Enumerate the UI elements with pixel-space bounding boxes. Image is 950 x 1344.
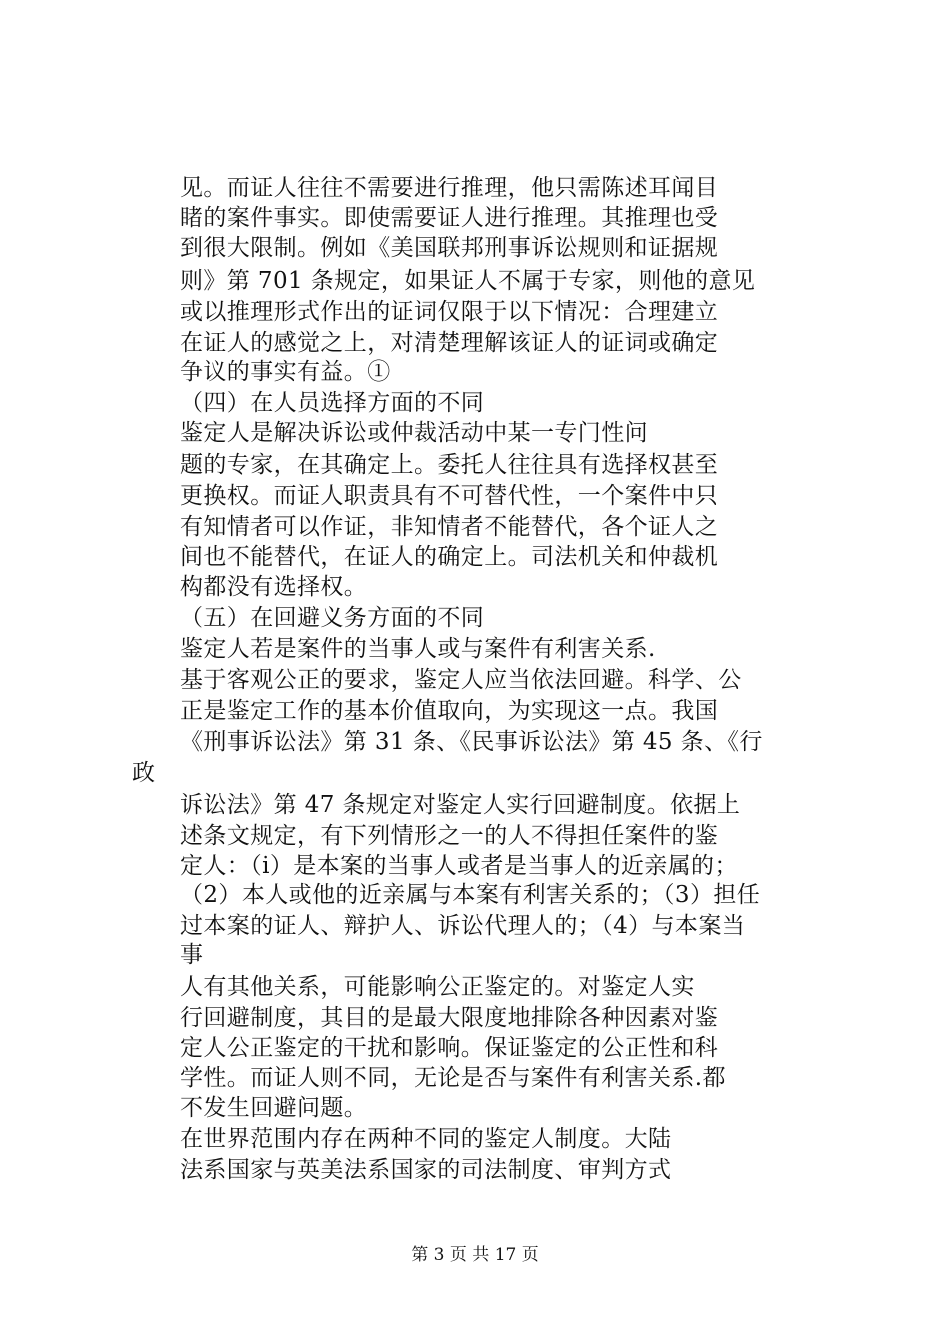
text-line: 法系国家与英美法系国家的司法制度、审判方式: [180, 1157, 672, 1183]
text-line: 定人：（i）是本案的当事人或者是当事人的近亲属的；: [180, 853, 738, 879]
text-line: 在证人的感觉之上，对清楚理解该证人的证词或确定: [180, 330, 719, 356]
text-line: 争议的事实有益。①: [180, 359, 391, 385]
text-line: 更换权。而证人职责具有不可替代性，一个案件中只: [180, 483, 719, 509]
text-line: 行回避制度，其目的是最大限度地排除各种因素对鉴: [180, 1005, 719, 1031]
text-line: 在世界范围内存在两种不同的鉴定人制度。大陆: [180, 1126, 672, 1152]
text-line: 构都没有选择权。: [180, 574, 368, 600]
text-line: 有知情者可以作证，非知情者不能替代，各个证人之: [180, 514, 719, 540]
text-line: 述条文规定，有下列情形之一的人不得担任案件的鉴: [180, 823, 719, 849]
text-line: 定人公正鉴定的干扰和影响。保证鉴定的公正性和科: [180, 1035, 719, 1061]
text-line: 《刑事诉讼法》第 31 条、《民事诉讼法》第 45 条、《行: [180, 729, 763, 755]
text-line: 睹的案件事实。即使需要证人进行推理。其推理也受: [180, 205, 719, 231]
text-line: 基于客观公正的要求，鉴定人应当依法回避。科学、公: [180, 667, 742, 693]
text-line: 到很大限制。例如《美国联邦刑事诉讼规则和证据规: [180, 235, 719, 261]
text-line: 题的专家，在其确定上。委托人往往具有选择权甚至: [180, 452, 719, 478]
text-line: 见。而证人往往不需要进行推理，他只需陈述耳闻目: [180, 175, 719, 201]
text-line: 政: [132, 760, 156, 786]
text-line: 鉴定人若是案件的当事人或与案件有利害关系.: [180, 636, 656, 662]
section-heading: （四）在人员选择方面的不同: [180, 390, 485, 416]
text-line: 鉴定人是解决诉讼或仲裁活动中某一专门性问: [180, 420, 648, 446]
section-heading: （五）在回避义务方面的不同: [180, 605, 485, 631]
page-footer: 第 3 页 共 17 页: [411, 1245, 539, 1265]
text-line: 事: [180, 942, 204, 968]
text-line: 或以推理形式作出的证词仅限于以下情况：合理建立: [180, 299, 719, 325]
text-line: 则》第 701 条规定，如果证人不属于专家，则他的意见: [180, 268, 756, 294]
text-line: 诉讼法》第 47 条规定对鉴定人实行回避制度。依据上: [180, 792, 741, 818]
text-line: （2）本人或他的近亲属与本案有利害关系的；（3）担任: [180, 882, 761, 908]
text-line: 人有其他关系，可能影响公正鉴定的。对鉴定人实: [180, 974, 695, 1000]
text-line: 正是鉴定工作的基本价值取向，为实现这一点。我国: [180, 698, 719, 724]
text-line: 不发生回避问题。: [180, 1095, 368, 1121]
text-line: 过本案的证人、辩护人、诉讼代理人的；（4）与本案当: [180, 913, 746, 939]
text-line: 间也不能替代，在证人的确定上。司法机关和仲裁机: [180, 544, 719, 570]
text-line: 学性。而证人则不同，无论是否与案件有利害关系.都: [180, 1065, 726, 1091]
